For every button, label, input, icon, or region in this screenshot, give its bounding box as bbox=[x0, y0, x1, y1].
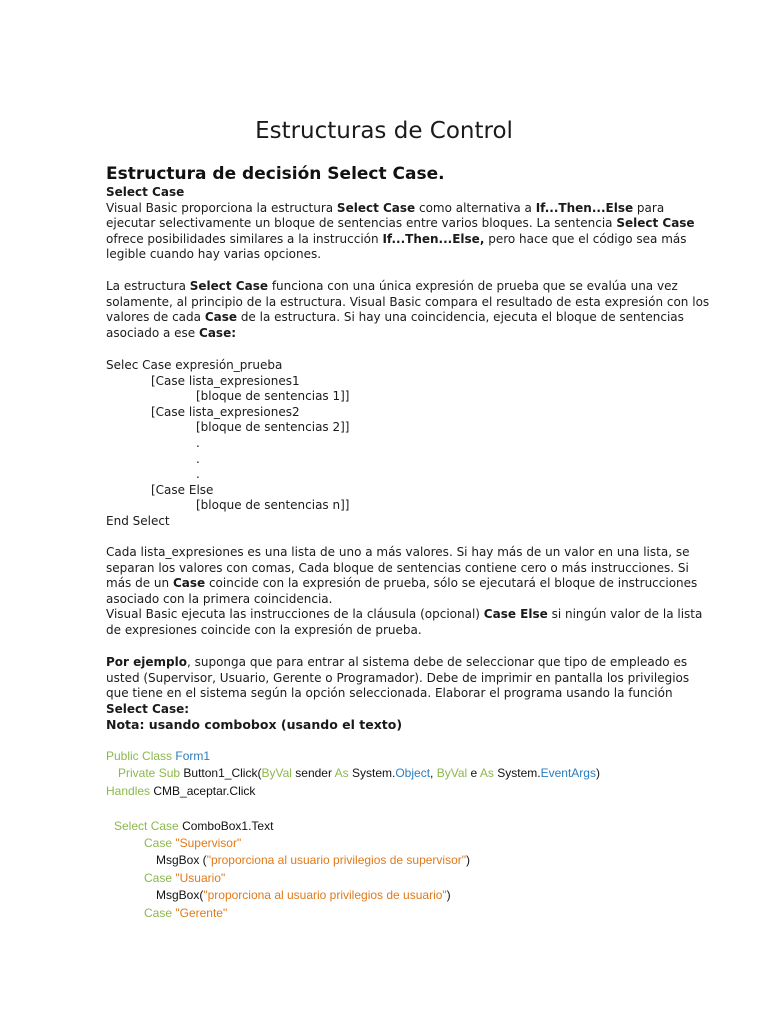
syntax-line: [Case lista_expresiones1 bbox=[151, 373, 300, 388]
section-heading: Estructura de decisión Select Case. bbox=[106, 164, 445, 184]
syntax-line: End Select bbox=[106, 513, 170, 528]
subheading: Select Case bbox=[106, 185, 185, 199]
syntax-line: [Case Else bbox=[151, 482, 214, 497]
syntax-line: . bbox=[196, 467, 200, 482]
paragraph-example: Por ejemplo, suponga que para entrar al sistema debe de seleccionar que tipo de empleado es usted (Supervisor, Usuario, Gerente o Programador). Debe de imprimir en pantalla los privilegios que tiene en el sistema según la opción seleccionada. Elaborar el programa usando la función Select Case: Nota: usando combobox (usando el texto) bbox=[106, 655, 690, 733]
syntax-line: . bbox=[196, 451, 200, 466]
syntax-line: . bbox=[196, 435, 200, 450]
code-block: Public Class Form1 Private Sub Button1_Click(ByVal sender As System.Object, ByVal e As System.EventArgs) Handles CMB_aceptar.Click Select Case ComboBox1.Text Case "Supervisor" MsgBox ("proporciona al usuario privilegios de supervisor") Case "Usuario" MsgBox("proporciona al usuario privilegios de usuario") Case "Gerente" bbox=[106, 749, 600, 920]
note-line: Nota: usando combobox (usando el texto) bbox=[106, 717, 403, 733]
syntax-block bbox=[106, 358, 350, 530]
document-title: Estructuras de Control bbox=[255, 118, 513, 144]
paragraph-intro: Select Case Visual Basic proporciona la estructura Select Case como alternativa a If...Then...Else para ejecutar selectivamente un bloque de sentencias entre varios bloques. La sentencia Select Case ofrece posibilidades similares a la instrucción If...Then...Else, pero hace que el código sea más legible cuando hay varias opciones. bbox=[106, 185, 695, 262]
syntax-line: [Case lista_expresiones2 bbox=[151, 404, 300, 419]
syntax-line: Selec Case expresión_prueba bbox=[106, 358, 283, 372]
paragraph-expressions: Cada lista_expresiones es una lista de uno a más valores. Si hay más de un valor en una lista, se separan los valores con comas, Cada bloque de sentencias contiene cero o más instrucciones. Si más de un Case coincide con la expresión de prueba, sólo se ejecutará el bloque de instrucciones asociado con la primera coincidencia. Visual Basic ejecuta las instrucciones de la cláusula (opcional) Case Else si ningún valor de la lista de expresiones coincide con la expresión de prueba. bbox=[106, 545, 703, 637]
syntax-line: [bloque de sentencias 1]] bbox=[196, 389, 350, 404]
syntax-line: [bloque de sentencias 2]] bbox=[196, 420, 350, 435]
syntax-line: [bloque de sentencias n]] bbox=[196, 498, 350, 513]
paragraph-structure: La estructura Select Case funciona con una única expresión de prueba que se evalúa una vez solamente, al principio de la estructura. Visual Basic compara el resultado de esta expresión con los valores de cada Case de la estructura. Si hay una coincidencia, ejecuta el bloque de sentencias asociado a ese Case: bbox=[106, 279, 710, 340]
